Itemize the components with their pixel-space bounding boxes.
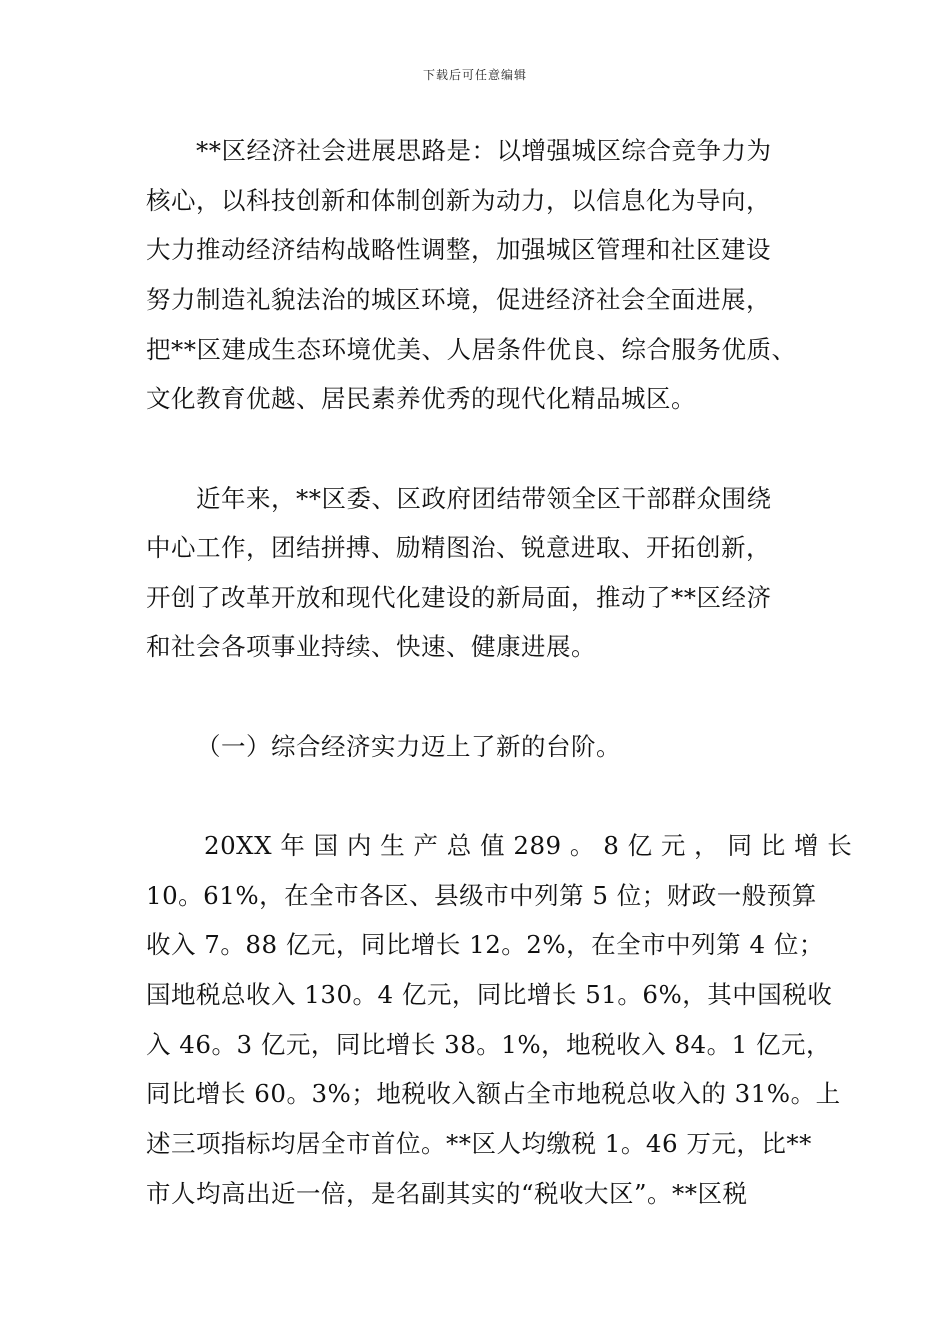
body-line: 收入 7。88 亿元，同比增长 12。2%，在全市中列第 4 位；	[146, 930, 824, 959]
body-line: 入 46。3 亿元，同比增长 38。1%，地税收入 84。1 亿元，	[146, 1030, 832, 1059]
body-line: 20XX 年 国 内 生 产 总 值 289 。 8 亿 元 ， 同 比 增 长	[204, 831, 853, 860]
body-line: 中心工作，团结拼搏、励精图治、锐意进取、开拓创新，	[146, 533, 771, 562]
body-line: 述三项指标均居全市首位。**区人均缴税 1。46 万元，比**	[146, 1129, 812, 1158]
body-line: 开创了改革开放和现代化建设的新局面，推动了**区经济	[146, 583, 772, 612]
body-line: 文化教育优越、居民素养优秀的现代化精品城区。	[146, 384, 696, 413]
body-line: **区经济社会进展思路是：以增强城区综合竞争力为	[196, 136, 772, 165]
body-line: 国地税总收入 130。4 亿元，同比增长 51。6%，其中国税收	[146, 980, 833, 1009]
body-line: 10。61%，在全市各区、县级市中列第 5 位；财政一般预算	[146, 881, 817, 910]
body-line: 努力制造礼貌法治的城区环境，促进经济社会全面进展，	[146, 285, 771, 314]
body-line: 同比增长 60。3%；地税收入额占全市地税总收入的 31%。上	[146, 1079, 841, 1108]
body-line: 大力推动经济结构战略性调整，加强城区管理和社区建设	[146, 235, 771, 264]
body-line: 市人均高出近一倍，是名副其实的“税收大区”。**区税	[146, 1179, 748, 1208]
page-header-note: 下载后可任意编辑	[422, 68, 527, 82]
section-heading: （一）综合经济实力迈上了新的台阶。	[196, 732, 621, 761]
body-line: 核心，以科技创新和体制创新为动力，以信息化为导向，	[146, 186, 771, 215]
body-line: 把**区建成生态环境优美、人居条件优良、综合服务优质、	[146, 335, 797, 364]
body-line: 近年来，**区委、区政府团结带领全区干部群众围绕	[196, 484, 772, 513]
body-line: 和社会各项事业持续、快速、健康进展。	[146, 632, 596, 661]
